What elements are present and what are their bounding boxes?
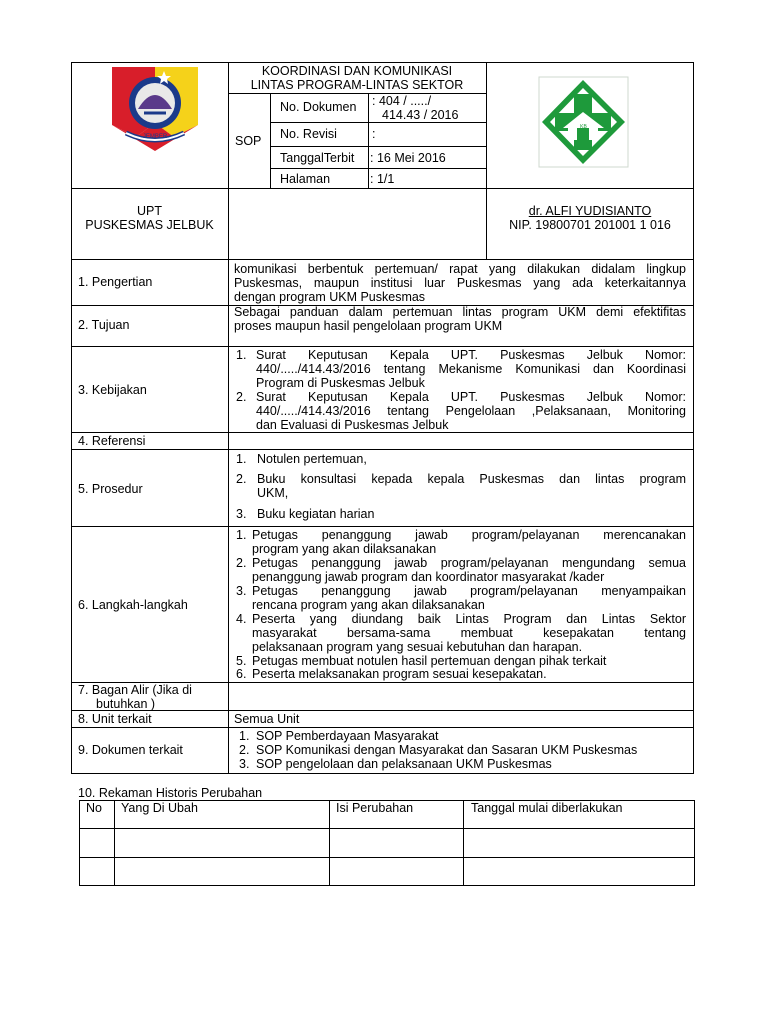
prosedur-2-line-2: UKM, [257,486,289,500]
dokumen-item-3: SOP pengelolaan dan pelaksanaan UKM Puskesmas [256,757,552,771]
langkah-6-line-1: Peserta melaksanakan program sesuai kesepakatan. [252,667,547,681]
langkah-num-4: 4. [236,612,247,626]
label-tujuan: 2. Tujuan [78,318,130,332]
label-unit-terkait: 8. Unit terkait [78,712,152,726]
kebijakan-2-line-3: dan Evaluasi di Puskesmas Jelbuk [256,418,449,432]
label-pengertian: 1. Pengertian [78,275,153,289]
label-kebijakan: 3. Kebijakan [78,383,147,397]
field-value-no-dokumen-1: : 404 / ...../ [372,94,432,108]
tujuan-line-1: Sebagai panduan dalam pertemuan lintas program UKM demi efektifitas [234,305,686,319]
label-dokumen-terkait: 9. Dokumen terkait [78,743,183,757]
crest-banner-text: JEMBER [142,134,168,140]
sop-label: SOP [235,134,262,148]
prosedur-3-line-1: Buku kegiatan harian [257,507,375,521]
field-value-halaman: : 1/1 [370,172,395,186]
langkah-num-6: 6. [236,667,247,681]
puskesmas-logo-text: KB [580,124,587,130]
field-value-tanggal-terbit: : 16 Mei 2016 [370,151,446,165]
kebijakan-2-line-1: Surat Keputusan Kepala UPT. Puskesmas Jelbuk Nomor: [256,390,686,404]
langkah-4-line-3: pelaksanaan program yang sesuai kebutuhan dan harapan. [252,640,583,654]
label-prosedur: 5. Prosedur [78,482,143,496]
pengertian-line-1: komunikasi berbentuk pertemuan/ rapat yang dilakukan didalam lingkup [234,262,686,276]
field-label-halaman: Halaman [280,172,331,186]
langkah-num-5: 5. [236,654,247,668]
field-value-no-revisi: : [372,127,376,141]
kebijakan-1-line-2: 440/...../414.43/2016 tentang Mekanisme Komunikasi dan Koordinasi [256,362,686,376]
langkah-4-line-1: Peserta yang diundang baik Lintas Program dan Lintas Sektor [252,612,686,626]
label-bagan-alir-1: 7. Bagan Alir (Jika di [78,683,192,697]
sop-title-line1: KOORDINASI DAN KOMUNIKASI [261,64,453,78]
label-bagan-alir-2: butuhkan ) [96,697,156,711]
kebijakan-1-line-3: Program di Puskesmas Jelbuk [256,376,425,390]
puskesmas-logo [538,76,629,168]
unit-line1: UPT [137,204,162,218]
history-col-tanggal: Tanggal mulai diberlakukan [471,801,623,815]
kebijakan-2-line-2: 440/...../414.43/2016 tentang Pengelolaan ,Pelaksanaan, Monitoring [256,404,686,418]
langkah-num-1: 1. [236,528,247,542]
prosedur-2-line-1: Buku konsultasi kepada kepala Puskesmas dan lintas program [257,472,686,486]
unit-line2: PUSKESMAS JELBUK [85,218,214,232]
signer-nip: NIP. 19800701 201001 1 016 [509,218,671,232]
signer-name: dr. ALFI YUDISIANTO [528,204,652,218]
prosedur-num-1: 1. [236,452,247,466]
langkah-num-3: 3. [236,584,247,598]
langkah-1-line-1: Petugas penanggung jawab program/pelayanan merencanakan [252,528,686,542]
prosedur-1-line-1: Notulen pertemuan, [257,452,367,466]
prosedur-num-3: 3. [236,507,247,521]
dokumen-num-2: 2. [239,743,250,757]
field-value-no-dokumen-2: 414.43 / 2016 [382,108,459,122]
langkah-1-line-2: program yang akan dilaksanakan [252,542,437,556]
history-col-yang-diubah: Yang Di Ubah [121,801,198,815]
history-title: 10. Rekaman Historis Perubahan [78,786,263,800]
field-label-no-dokumen: No. Dokumen [280,100,357,114]
kebijakan-1-line-1: Surat Keputusan Kepala UPT. Puskesmas Jelbuk Nomor: [256,348,686,362]
langkah-4-line-2: masyarakat bersama-sama membuat kesepakatan tentang [252,626,686,640]
langkah-num-2: 2. [236,556,247,570]
label-langkah: 6. Langkah-langkah [78,598,188,612]
kebijakan-num-2: 2. [236,390,247,404]
prosedur-num-2: 2. [236,472,247,486]
langkah-5-line-1: Petugas membuat notulen hasil pertemuan dengan pihak terkait [252,654,607,668]
pengertian-line-3: dengan program UKM Puskesmas [234,290,426,304]
unit-terkait-value: Semua Unit [234,712,300,726]
dokumen-num-1: 1. [239,729,250,743]
langkah-2-line-2: penanggung jawab program dan koordinator masyarakat /kader [252,570,605,584]
label-referensi: 4. Referensi [78,434,146,448]
sop-title-line2: LINTAS PROGRAM-LINTAS SEKTOR [250,78,464,92]
field-label-tanggal-terbit: TanggalTerbit [280,151,355,165]
tujuan-line-2: proses maupun hasil pengelolaan program UKM [234,319,503,333]
dokumen-num-3: 3. [239,757,250,771]
history-col-isi-perubahan: Isi Perubahan [336,801,414,815]
pengertian-line-2: Puskesmas, maupun institusi luar Puskesmas yang ada keterkaitannya [234,276,686,290]
jember-crest-logo [108,63,202,153]
dokumen-item-2: SOP Komunikasi dengan Masyarakat dan Sasaran UKM Puskesmas [256,743,638,757]
langkah-3-line-1: Petugas penanggung jawab program/pelayanan menyampaikan [252,584,686,598]
dokumen-item-1: SOP Pemberdayaan Masyarakat [256,729,439,743]
field-label-no-revisi: No. Revisi [280,127,337,141]
history-col-no: No [86,801,102,815]
langkah-2-line-1: Petugas penanggung jawab program/pelayanan mengundang semua [252,556,686,570]
langkah-3-line-2: rencana program yang akan dilaksanakan [252,598,485,612]
kebijakan-num-1: 1. [236,348,247,362]
